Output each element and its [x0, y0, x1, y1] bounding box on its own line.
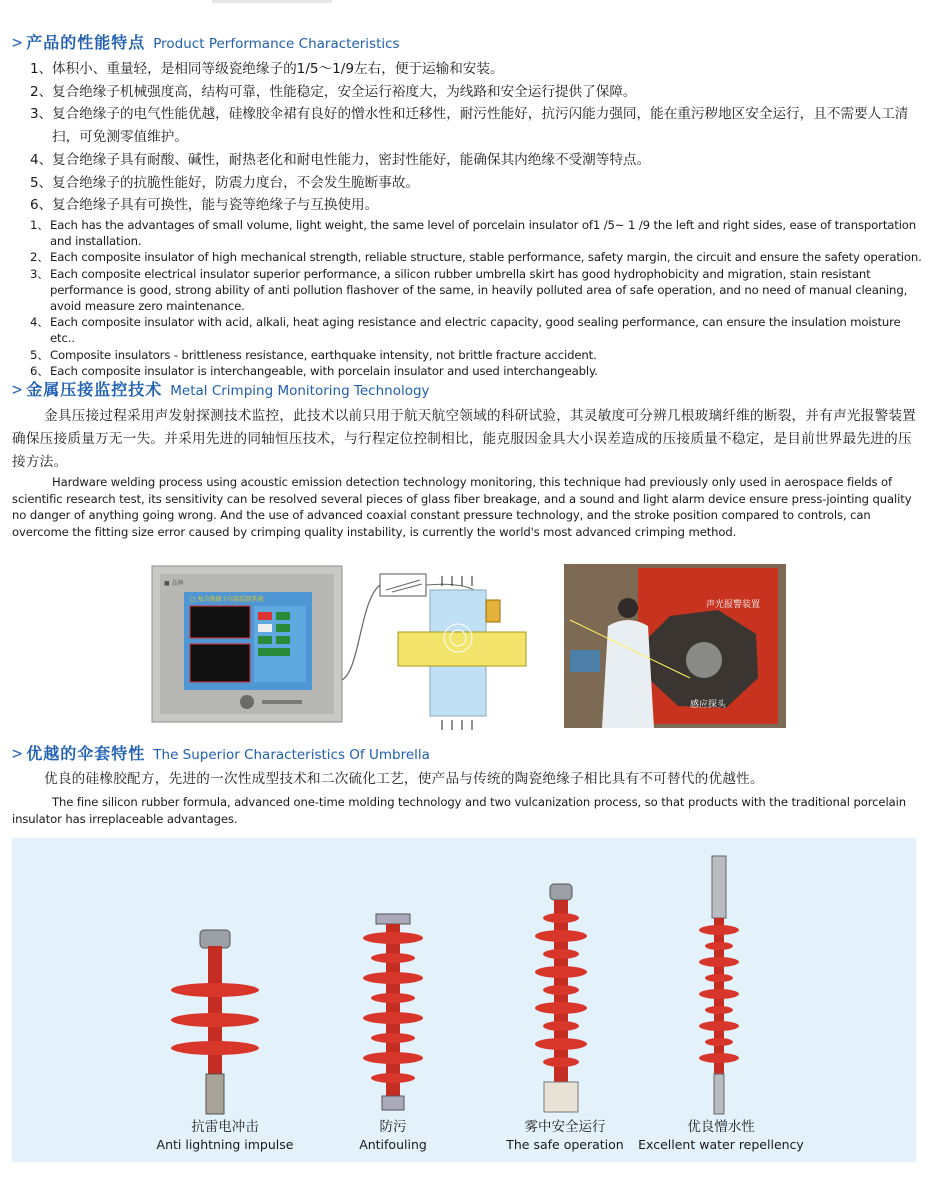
item-text: Each has the advantages of small volume, light weight, the same level of porcelain insulator of1 /5~ 1 /9 the left and right sides, ease of transportation and installation.	[50, 218, 917, 249]
product-gallery	[12, 838, 916, 1162]
chevron-right-icon: >	[12, 744, 23, 764]
product-caption	[308, 1118, 478, 1153]
umbrella-cn-paragraph: 优良的硅橡胶配方，先进的一次性成型技术和二次硫化工艺，使产品与传统的陶瓷绝缘子相比具有不可替代的优越性。	[44, 771, 764, 787]
list-item	[30, 314, 925, 346]
item-number: 2、	[30, 250, 49, 265]
item-number: 3、	[30, 266, 49, 281]
top-strip	[212, 0, 332, 3]
caption-cn: 雾中安全运行	[524, 1119, 606, 1135]
crimping-en-paragraph: Hardware welding process using acoustic emission detection technology monitoring, this technique had previously only used in aerospace fields of scientific research test, its sensitivity can be resolved several pieces of glass fiber breakage, and a sound and light alarm device ensure press-jointing quality no danger of anything going wrong. And the use of advanced coaxial constant pressure technology, and the stroke position compared to controls, can overcome the fitting size error caused by crimping quality instability, is currently the world's most advanced crimping method.	[12, 475, 912, 539]
worker-head	[618, 598, 638, 618]
caption-cn: 防污	[379, 1119, 407, 1135]
item-number: 3、	[30, 106, 53, 123]
insulator-safe-operation	[535, 884, 587, 1112]
item-text: 体积小、重量轻，是相同等级瓷绝缘子的1/5～1/9左右，便于运输和安装。	[52, 61, 504, 77]
item-text: Each composite insulator of high mechanical strength, reliable structure, stable performance, safety margin, the circuit and ensure the safety operation.	[50, 250, 922, 265]
worker-body	[602, 620, 654, 728]
caption-en: Antifouling	[359, 1137, 427, 1152]
item-number: 2、	[30, 83, 53, 100]
photo-label-probe: 感应探头	[690, 700, 727, 710]
monitor-knob	[240, 695, 254, 709]
list-item	[30, 217, 925, 249]
item-text: 复合绝缘子具有可换性，能与瓷等绝缘子与互换使用。	[52, 197, 379, 214]
photo-label-alarm: 声光报警装置	[706, 600, 761, 610]
item-text: Each composite electrical insulator superior performance, a silicon rubber umbrella skirt has good hydrophobicity and migration, stain resistant performance is good, strong ability of anti pollution flashover of the same, in heavily polluted area of safe operation, and no need of manual cleaning, avoid measure zero maintenance.	[50, 266, 908, 314]
item-text: Each composite insulator is interchangeable, with porcelain insulator and used interchangeably.	[50, 363, 598, 378]
caption-en: Excellent water repellency	[638, 1137, 804, 1152]
section-header-performance	[12, 30, 400, 53]
item-text: Each composite insulator with acid, alkali, heat aging resistance and electric capacity, good sealing performance, can ensure the insulation moisture etc..	[50, 315, 901, 346]
list-item	[30, 149, 920, 172]
product-caption	[636, 1118, 806, 1153]
insulator-rod	[398, 632, 526, 666]
item-number: 1、	[30, 218, 49, 232]
list-item	[30, 172, 920, 195]
list-item	[30, 58, 920, 81]
section-title-cn: 产品的性能特点	[26, 33, 146, 52]
list-item	[30, 194, 920, 217]
insulator-illustrations	[12, 838, 916, 1162]
item-number: 1、	[30, 61, 53, 77]
caption-cn: 优良憎水性	[687, 1119, 755, 1135]
section-title-en: The Superior Characteristics Of Umbrella	[153, 747, 430, 763]
section-header-umbrella	[12, 741, 430, 764]
chevron-right-icon: >	[12, 380, 23, 400]
monitor-title: □ 复合绝缘子压接监控系统	[190, 596, 264, 603]
insulator-water-repellency	[699, 856, 739, 1114]
section-title-en: Metal Crimping Monitoring Technology	[170, 383, 430, 399]
item-text: 复合绝缘子的抗脆性能好，防震力度台，不会发生脆断事故。	[52, 174, 420, 191]
item-text: 复合绝缘子具有耐酸、碱性，耐热老化和耐电性能力，密封性能好，能确保其内绝缘不受潮等特点。	[52, 151, 651, 168]
item-number: 5、	[30, 174, 53, 191]
list-item	[30, 249, 925, 265]
item-number: 4、	[30, 151, 53, 168]
section-header-crimping	[12, 377, 430, 400]
crimping-figure-row	[150, 560, 790, 730]
list-item	[30, 347, 925, 363]
item-number: 4、	[30, 315, 49, 330]
chevron-right-icon: >	[12, 33, 23, 53]
list-item	[30, 81, 920, 104]
caption-en: Anti lightning impulse	[156, 1137, 294, 1152]
performance-cn-list	[30, 58, 920, 217]
item-text: 复合绝缘子机械强度高，结构可靠，性能稳定，安全运行裕度大，为线路和安全运行提供了保障。	[52, 83, 637, 100]
umbrella-en-paragraph: The fine silicon rubber formula, advanced one-time molding technology and two vulcanization process, so that products with the traditional porcelain insulator has irreplaceable advantages.	[12, 795, 906, 826]
list-item	[30, 103, 920, 148]
item-number: 5、	[30, 347, 49, 362]
performance-en-list	[30, 217, 925, 379]
monitor-brand: ■ 品牌	[164, 580, 184, 587]
crimping-cn-paragraph: 金具压接过程采用声发射探测技术监控，此技术以前只用于航天航空领域的科研试验，其灵敏度可分辨几根玻璃纤维的断裂，并有声光报警装置确保压接质量万无一失。并采用先进的同轴恒压技术，与行程定位控制相比，能克服因金具大小误差造成的压接质量不稳定，是目前世界最先进的压接方法。	[12, 408, 917, 470]
insulator-anti-lightning	[171, 930, 259, 1114]
section-title-cn: 金属压接监控技术	[26, 380, 163, 399]
caption-en: The safe operation	[506, 1137, 624, 1152]
item-text: 复合绝缘子的电气性能优越，硅橡胶伞裙有良好的憎水性和迁移性，耐污性能好，抗污闪能力强同，能在重污秽地区安全运行，且不需要人工清扫，可免测零值维护。	[52, 106, 909, 146]
insulator-antifouling	[363, 914, 423, 1110]
product-caption	[480, 1118, 650, 1153]
item-number: 6、	[30, 197, 53, 214]
section-title-en: Product Performance Characteristics	[153, 36, 400, 52]
product-caption	[140, 1118, 310, 1153]
acoustic-sensor	[486, 600, 500, 622]
list-item	[30, 266, 925, 315]
item-number: 6、	[30, 363, 49, 378]
crimping-diagram	[150, 560, 790, 730]
caption-cn: 抗雷电冲击	[191, 1119, 259, 1135]
section-title-cn: 优越的伞套特性	[26, 744, 146, 763]
item-text: Composite insulators - brittleness resistance, earthquake intensity, not brittle fracture accident.	[50, 347, 597, 362]
